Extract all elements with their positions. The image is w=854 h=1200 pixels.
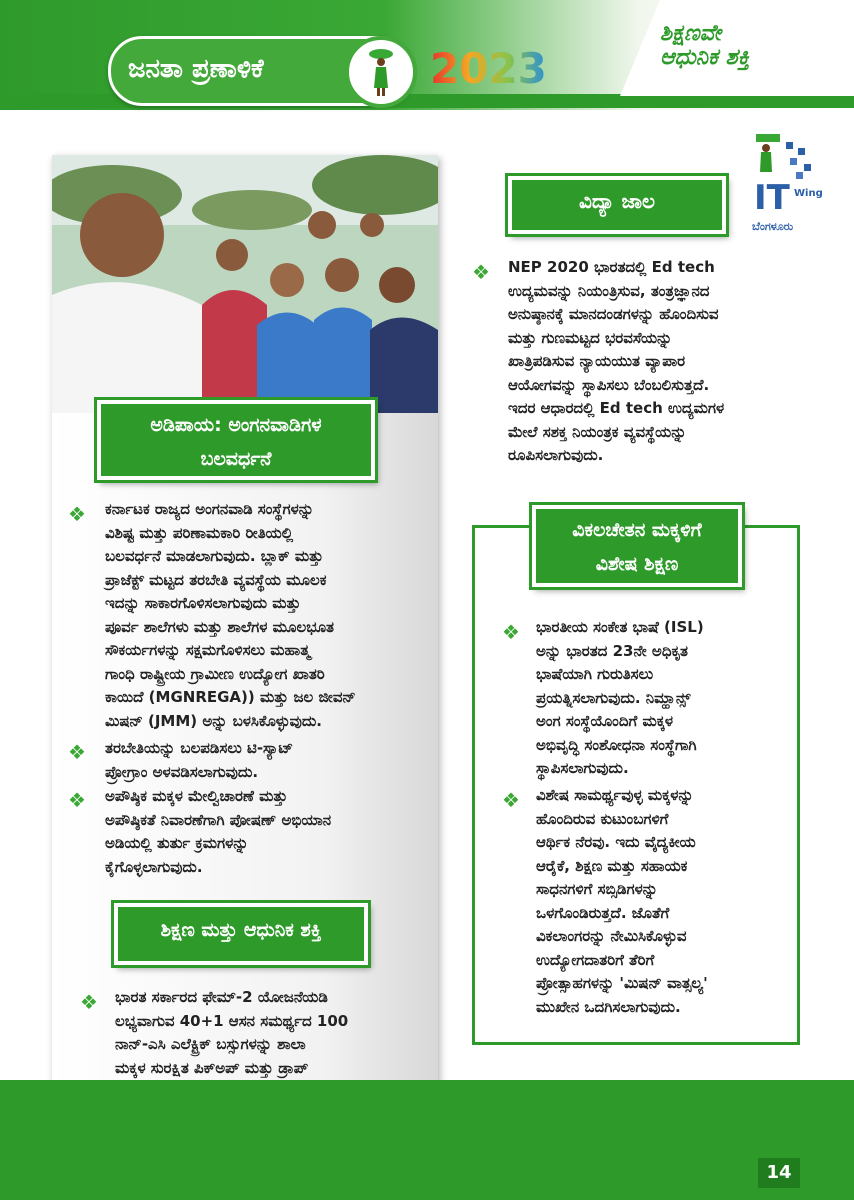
text-line: ಅಭಿವೃದ್ಧಿ ಸಂಶೋಧನಾ ಸಂಸ್ಥೆಗಾಗಿ <box>536 735 697 754</box>
footer-band <box>0 1080 854 1200</box>
text-line: ಭಾರತೀಯ ಸಂಕೇತ ಭಾಷೆ (ISL) <box>536 618 704 636</box>
text-line: ಭಾಷೆಯಾಗಿ ಗುರುತಿಸಲು <box>536 665 654 683</box>
diamond-bullet-icon: ❖ <box>502 620 520 644</box>
page-number: 14 <box>758 1158 800 1188</box>
text-line: ಇದರ ಆಧಾರದಲ್ಲಿ Ed tech ಉದ್ಯಮಗಳ <box>508 399 725 417</box>
it-wing-logo <box>750 132 823 236</box>
text-line: ಸ್ಥಾಪಿಸಲಾಗುವುದು. <box>536 759 629 777</box>
text-line: ಮತ್ತು ಗುಣಮಟ್ಟದ ಭರವಸೆಯನ್ನು <box>508 328 673 347</box>
text-line: ವಿಶೇಷ ಸಾಮರ್ಥ್ಯವುಳ್ಳ ಮಕ್ಕಳನ್ನು <box>536 786 694 804</box>
text-line: ಅಂಗ ಸಂಸ್ಥೆಯೊಂದಿಗೆ ಮಕ್ಕಳ <box>536 712 674 730</box>
list-item <box>105 498 425 733</box>
slogan <box>660 22 750 70</box>
text-line: ಅಪೌಷ್ಠಿಕತೆ ನಿವಾರಣೆಗಾಗಿ ಪೋಷಣ್ ಅಭಿಯಾನ <box>105 810 332 829</box>
text-line: ಬಲವರ್ಧನೆ ಮಾಡಲಾಗುವುದು. ಬ್ಲಾಕ್ ಮತ್ತು <box>105 547 324 565</box>
party-logo <box>345 36 417 108</box>
text-line: ಪ್ರೋತ್ಸಾಹಗಳನ್ನು 'ಮಿಷನ್ ವಾತ್ಸಲ್ಯ' <box>536 974 708 992</box>
text-line: ಅಡಿಯಲ್ಲಿ ತುರ್ತು ಕ್ರಮಗಳನ್ನು <box>105 834 249 852</box>
text-line: ಗಾಂಧಿ ರಾಷ್ಟ್ರೀಯ ಗ್ರಾಮೀಣ ಉದ್ಯೋಗ ಖಾತರಿ <box>105 664 325 683</box>
farmer-woman-icon <box>349 40 413 104</box>
list-item <box>536 784 794 1019</box>
text-line: ಕೈಗೊಳ್ಳಲಾಗುವುದು. <box>105 857 203 876</box>
text-line: ಉದ್ಯೋಗದಾತರಿಗೆ ತೆರಿಗೆ <box>536 950 655 969</box>
it-text: IT <box>754 178 790 218</box>
text-line: ಕಾಯಿದೆ (MGNREGA)) ಮತ್ತು ಜಲ ಜೀವನ್ <box>105 688 356 706</box>
diamond-bullet-icon: ❖ <box>68 740 86 764</box>
text-line: ಆಯೋಗವನ್ನು ಸ್ಥಾಪಿಸಲು ಬೆಂಬಲಿಸುತ್ತದೆ. <box>508 375 710 394</box>
list-item <box>105 737 425 784</box>
section-title-special-line-1: ವಿಕಲಚೇತನ ಮಕ್ಕಳಿಗೆ <box>572 519 702 541</box>
text-line: ಆರೈಕೆ, ಶಿಕ್ಷಣ ಮತ್ತು ಸಹಾಯಕ <box>536 856 688 875</box>
text-line: ಲಭ್ಯವಾಗುವ 40+1 ಆಸನ ಸಮರ್ಥ್ಯದ 100 <box>115 1011 349 1030</box>
section-title-vidya-jala: ವಿದ್ಯಾ ಜಾಲ <box>508 176 726 234</box>
text-line: ಸಾಧನಗಳಿಗೆ ಸಬ್ಸಿಡಿಗಳನ್ನು <box>536 880 658 898</box>
text-line: ಹೊಂದಿರುವ ಕುಟುಂಬಗಳಿಗೆ <box>536 809 669 828</box>
diamond-bullet-icon: ❖ <box>68 788 86 812</box>
text-line: ಮುಖೇನ ಒದಗಿಸಲಾಗುವುದು. <box>536 997 681 1016</box>
text-line: ಪ್ರಾಜೆಕ್ಟ್ ಮಟ್ಟದ ತರಬೇತಿ ವ್ಯವಸ್ಥೆಯ ಮೂಲಕ <box>105 570 327 589</box>
section-title-special-education <box>532 505 742 587</box>
diamond-bullet-icon: ❖ <box>472 260 490 284</box>
text-line: ಮಿಷನ್ (JMM) ಅನ್ನು ಬಳಸಿಕೊಳ್ಳುವುದು. <box>105 711 323 730</box>
section-title-anganwadi-line-2: ಬಲವರ್ಧನೆ <box>200 448 272 470</box>
text-line: ಇದನ್ನು ಸಾಕಾರಗೊಳಿಸಲಾಗುವುದು ಮತ್ತು <box>105 594 301 612</box>
diamond-bullet-icon: ❖ <box>502 788 520 812</box>
text-line: ಖಾತ್ರಿಪಡಿಸುವ ನ್ಯಾಯಯುತ ವ್ಯಾಪಾರ <box>508 352 686 370</box>
text-line: ಉದ್ಯಮವನ್ನು ನಿಯಂತ್ರಿಸುವ, ತಂತ್ರಜ್ಞಾನದ <box>508 281 710 300</box>
text-line: NEP 2020 ಭಾರತದಲ್ಲಿ Ed tech <box>508 258 715 276</box>
diamond-bullet-icon: ❖ <box>80 990 98 1014</box>
section-title-education: ಶಿಕ್ಷಣ ಮತ್ತು ಆಧುನಿಕ ಶಕ್ತಿ <box>114 903 368 965</box>
photo-illustration <box>52 155 438 413</box>
text-line: ಪ್ರಯತ್ನಿಸಲಾಗುವುದು. ನಿಮ್ಹಾನ್ಸ್ <box>536 688 691 707</box>
page-title: ಜನತಾ ಪ್ರಣಾಳಿಕೆ <box>128 54 264 84</box>
list-item <box>508 256 828 468</box>
text-line: ಸೌಕರ್ಯಗಳನ್ನು ಸಕ್ಷಮಗೊಳಿಸಲು ಮಹಾತ್ಮ <box>105 641 311 659</box>
text-line: ಮೇಲೆ ಸಶಕ್ತ ನಿಯಂತ್ರಕ ವ್ಯವಸ್ಥೆಯನ್ನು <box>508 422 687 441</box>
year: 2023 <box>430 44 547 93</box>
slogan-line-1: ಶಿಕ್ಷಣವೇ <box>660 21 721 46</box>
rally-photo <box>52 155 438 413</box>
diamond-bullet-icon: ❖ <box>68 502 86 526</box>
text-line: ನಾನ್-ಎಸಿ ಎಲೆಕ್ಟ್ರಿಕ್ ಬಸ್ಸುಗಳನ್ನು ಶಾಲಾ <box>115 1035 306 1053</box>
slogan-line-2: ಆಧುನಿಕ ಶಕ್ತಿ <box>660 45 750 70</box>
text-line: ಅನ್ನು ಭಾರತದ 23ನೇ ಅಧಿಕೃತ <box>536 641 688 660</box>
section-title-special-line-2: ವಿಶೇಷ ಶಿಕ್ಷಣ <box>595 553 679 575</box>
text-line: ಅನುಷ್ಠಾನಕ್ಕೆ ಮಾನದಂಡಗಳನ್ನು ಹೊಂದಿಸುವ <box>508 305 719 323</box>
text-line: ವಿಕಲಾಂಗರನ್ನು ನೇಮಿಸಿಕೊಳ್ಳುವ <box>536 927 687 945</box>
text-line: ಕರ್ನಾಟಕ ರಾಜ್ಯದ ಅಂಗನವಾಡಿ ಸಂಸ್ಥೆಗಳನ್ನು <box>105 500 314 518</box>
text-line: ಭಾರತ ಸರ್ಕಾರದ ಫೇಮ್-2 ಯೋಜನೆಯಡಿ <box>115 988 328 1006</box>
text-line: ಮಕ್ಕಳ ಸುರಕ್ಷಿತ ಪಿಕ್ಅಪ್ ಮತ್ತು ಡ್ರಾಪ್ <box>115 1058 309 1077</box>
text-line: ಅಪೌಷ್ಠಿಕ ಮಕ್ಕಳ ಮೇಲ್ವಿಚಾರಣೆ ಮತ್ತು <box>105 787 288 805</box>
text-line: ಪ್ರೋಗ್ರಾಂ ಅಳವಡಿಸಲಾಗುವುದು. <box>105 762 259 781</box>
section-title-anganwadi-line-1: ಅಡಿಪಾಯ: ಅಂಗನವಾಡಿಗಳ <box>150 414 322 436</box>
list-item <box>105 785 425 879</box>
text-line: ಆರ್ಥಿಕ ನೆರವು. ಇದು ವೈದ್ಯಕೀಯ <box>536 833 696 851</box>
list-item <box>536 616 794 781</box>
wing-text: Wing <box>794 188 823 199</box>
text-line: ರೂಪಿಸಲಾಗುವುದು. <box>508 446 604 464</box>
text-line: ವಿಶಿಷ್ಟ ಮತ್ತು ಪರಿಣಾಮಕಾರಿ ರೀತಿಯಲ್ಲಿ <box>105 523 294 542</box>
text-line: ಒಳಗೊಂಡಿರುತ್ತದೆ. ಜೊತೆಗೆ <box>536 903 670 922</box>
section-title-anganwadi <box>97 400 375 480</box>
city-text: ಬೆಂಗಳೂರು <box>752 220 794 233</box>
text-line: ಪೂರ್ವ ಶಾಲೆಗಳು ಮತ್ತು ಶಾಲೆಗಳ ಮೂಲಭೂತ <box>105 617 334 636</box>
text-line: ತರಬೇತಿಯನ್ನು ಬಲಪಡಿಸಲು ಟಿ-ಸ್ಯಾಟ್ <box>105 739 294 757</box>
